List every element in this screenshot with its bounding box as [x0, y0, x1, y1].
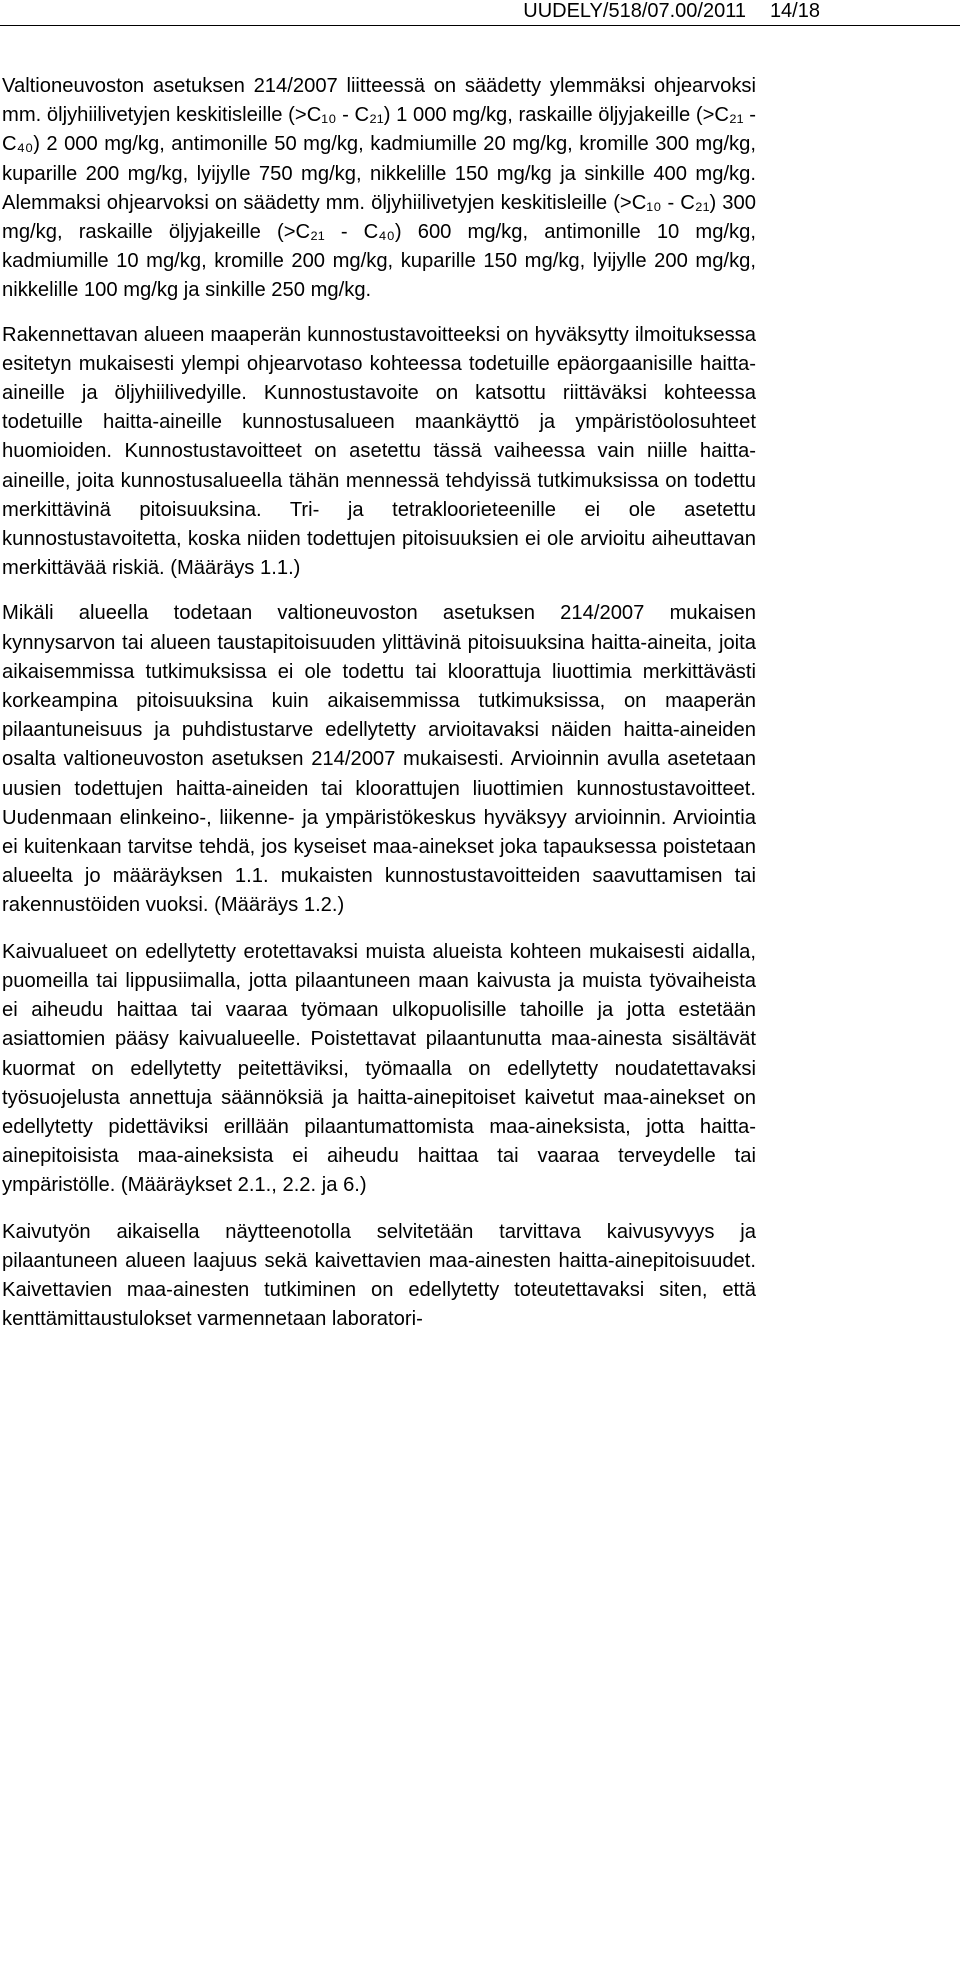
paragraph-new-contaminants: Mikäli alueella todetaan valtioneuvoston asetuksen 214/2007 mukaisen kynnysarvon tai alueen taustapitoisuuden ylittävinä pitoisuuksina haitta-aineita, joita aikaisemmissa tutkimuksissa ei ole todettu tai kloorattuja liuottimia merkittävästi korkeampina pitoisuuksina kuin aikaisemmissa tutkimuksissa, on maaperän pilaantuneisuus ja puhdistustarve edellytetty arvioitavaksi näiden haitta-aineiden osalta valtioneuvoston asetuksen 214/2007 mukaisesti. Arvioinnin avulla asetetaan uusien todettujen haitta-aineiden tai kloorattujen liuottimien kunnostustavoitteet. Uudenmaan elinkeino-, liikenne- ja ympäristökeskus hyväksyy arvioinnin. Arviointia ei kuitenkaan tarvitse tehdä, jos kyseiset maa-ainekset joka tapauksessa poistetaan alueelta jo määräyksen 1.1. mukaisten kunnostustavoitteiden saavuttamisen tai rakennustöiden vuoksi. (Määräys 1.2.): [2, 602, 756, 917]
paragraph-sampling: Kaivutyön aikaisella näytteenotolla selvitetään tarvittava kaivusyvyys ja pilaantuneen alueen laajuus sekä kaivettavien maa-ainesten haitta-ainepitoisuudet. Kaivettavien maa-ainesten tutkiminen on edellytetty toteutettavaksi siten, että kenttämittaustulokset varmennetaan laboratori-: [2, 1220, 756, 1331]
document-body: [2, 72, 756, 1334]
page-header: [0, 0, 960, 20]
paragraph-excavation-areas: Kaivualueet on edellytetty erotettavaksi muista alueista kohteen mukaisesti aidalla, puomeilla tai lippusiimalla, jotta pilaantuneen maan kaivusta ja muista työvaiheista ei aiheudu haittaa tai vaaraa työmaan ulkopuolisille tahoille ja jotta estetään asiattomien pääsy kaivualueelle. Poistettavat pilaantunutta maa-ainesta sisältävät kuormat on edellytetty peitettäviksi, työmaalla on edellytetty noudatettavaksi työsuojelusta annettuja säännöksiä ja haitta-ainepitoiset kaivetut maa-ainekset on edellytetty pidettäviksi erillään pilaantumattomista maa-aineksista, jotta haitta-ainepitoisista maa-aineksista ei aiheudu haittaa tai vaaraa terveydelle tai ympäristölle. (Määräykset 2.1., 2.2. ja 6.): [2, 940, 756, 1197]
page-number: 14/18: [769, 0, 820, 22]
header-divider: [0, 25, 960, 26]
paragraph-remediation-target: Rakennettavan alueen maaperän kunnostustavoitteeksi on hyväksytty ilmoituksessa esitetyn mukaisesti ylempi ohjearvotaso kohteessa todetuille epäorgaanisille haitta-aineille ja öljyhiilivedyille. Kunnostustavoite on katsottu riittäväksi kohteessa todetuille haitta-aineille kunnostusalueen maankäyttö ja ympäristöolosuhteet huomioiden. Kunnostustavoitteet on asetettu tässä vaiheessa vain niille haitta-aineille, joita kunnostusalueella tähän mennessä tehdyissä tutkimuksissa on todettu merkittävinä pitoisuuksina. Tri- ja tetrakloorieteenille ei ole asetettu kunnostustavoitetta, koska niiden todettujen pitoisuuksien ei ole arvioitu aiheuttavan merkittävää riskiä. (Määräys 1.1.): [2, 323, 756, 580]
document-id: UUDELY/518/07.00/2011: [523, 0, 746, 22]
paragraph-guideline-values: Valtioneuvoston asetuksen 214/2007 liitteessä on säädetty ylemmäksi ohjearvoksi mm. öljyhiilivetyjen keskitisleille (>C₁₀ - C₂₁) 1 000 mg/kg, raskaille öljyjakeille (>C₂₁ - C₄₀) 2 000 mg/kg, antimonille 50 mg/kg, kadmiumille 20 mg/kg, kromille 300 mg/kg, kuparille 200 mg/kg, lyijylle 750 mg/kg, nikkelille 150 mg/kg ja sinkille 400 mg/kg. Alemmaksi ohjearvoksi on säädetty mm. öljyhiilivetyjen keskitisleille (>C₁₀ - C₂₁) 300 mg/kg, raskaille öljyjakeille (>C₂₁ - C₄₀) 600 mg/kg, antimonille 10 mg/kg, kadmiumille 10 mg/kg, kromille 200 mg/kg, kuparille 150 mg/kg, lyijylle 200 mg/kg, nikkelille 100 mg/kg ja sinkille 250 mg/kg.: [2, 75, 756, 302]
